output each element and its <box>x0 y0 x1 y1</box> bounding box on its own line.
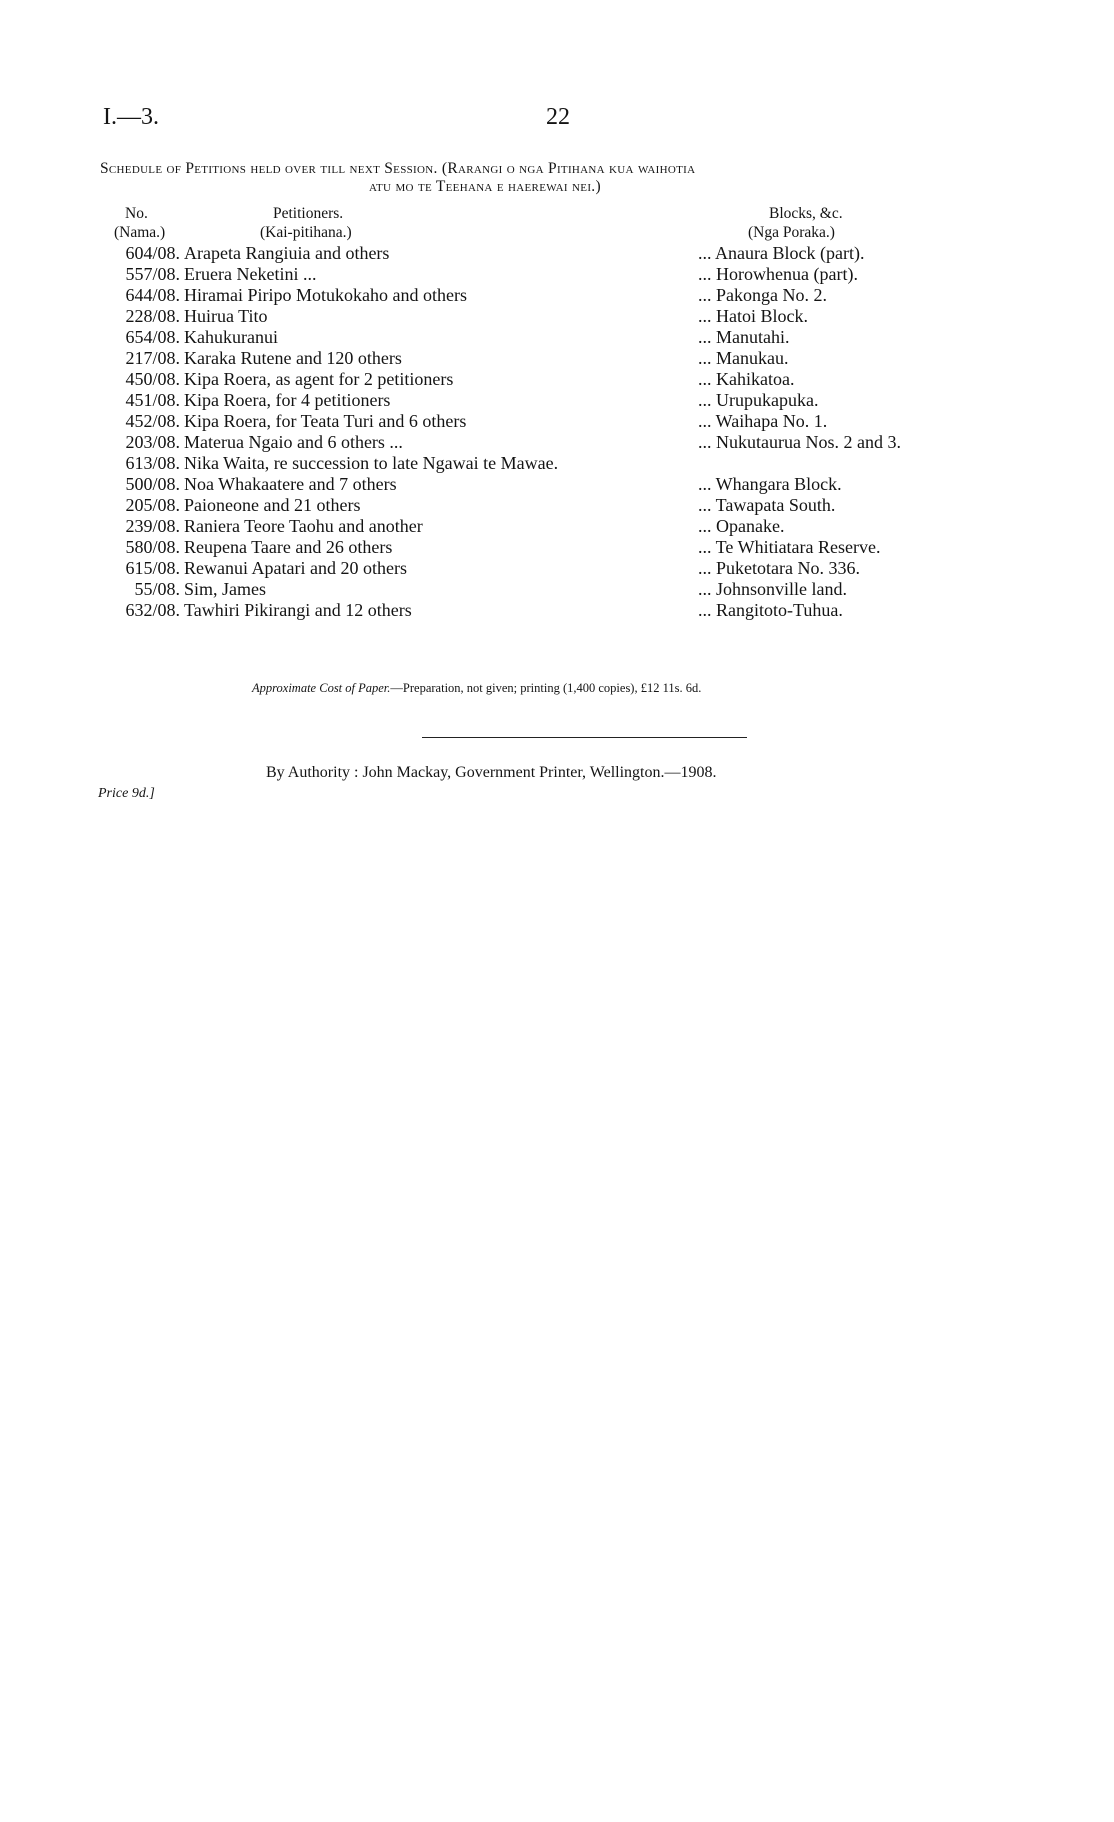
petitioner-name: Kipa Roera, as agent for 2 petitioners <box>184 369 454 389</box>
table-row <box>0 285 1114 306</box>
petitioner-name: Arapeta Rangiuia and others <box>184 243 390 263</box>
column-header-nama: (Nama.) <box>114 224 166 241</box>
table-row <box>0 579 1114 600</box>
table-row <box>0 516 1114 537</box>
table-row <box>0 474 1114 495</box>
petition-number: 228/08. <box>125 306 180 326</box>
petition-number: 613/08. <box>125 453 180 473</box>
petition-number: 604/08. <box>125 243 180 263</box>
block-name: ... Rangitoto-Tuhua. <box>698 600 843 620</box>
petition-number: 450/08. <box>125 369 180 389</box>
table-row <box>0 495 1114 516</box>
petitioner-name: Materua Ngaio and 6 others ... <box>184 432 403 452</box>
petition-number: 55/08. <box>134 579 180 599</box>
column-header-nga-poraka: (Nga Poraka.) <box>748 224 835 241</box>
block-name: ... Waihapa No. 1. <box>698 411 828 431</box>
table-row <box>0 558 1114 579</box>
cost-text: —Preparation, not given; printing (1,400 copies), £12 11s. 6d. <box>390 681 702 695</box>
block-name: ... Horowhenua (part). <box>698 264 858 284</box>
block-name: ... Kahikatoa. <box>698 369 795 389</box>
block-name: ... Manutahi. <box>698 327 790 347</box>
petition-number: 205/08. <box>125 495 180 515</box>
table-row <box>0 306 1114 327</box>
block-name: ... Tawapata South. <box>698 495 836 515</box>
petitioner-name: Raniera Teore Taohu and another <box>184 516 423 536</box>
cost-of-paper-note <box>252 681 701 696</box>
divider-rule <box>422 737 747 738</box>
schedule-title-maori: (Rarangi o nga Pitihana kua waihotia <box>441 160 696 177</box>
petition-number: 654/08. <box>125 327 180 347</box>
table-row <box>0 432 1114 453</box>
schedule-title <box>100 160 695 178</box>
table-row <box>0 369 1114 390</box>
petitioner-name: Karaka Rutene and 120 others <box>184 348 402 368</box>
printer-authority: By Authority : John Mackay, Government Printer, Wellington.—1908. <box>266 764 717 781</box>
page-number: 22 <box>546 104 570 130</box>
petitioner-name: Huirua Tito <box>184 306 268 326</box>
petition-number: 632/08. <box>125 600 180 620</box>
petitions-table <box>0 243 1114 621</box>
column-header-blocks: Blocks, &c. <box>769 205 843 222</box>
petitioner-name: Hiramai Piripo Motukokaho and others <box>184 285 467 305</box>
petition-number: 500/08. <box>125 474 180 494</box>
petition-number: 615/08. <box>125 558 180 578</box>
price: Price 9d.] <box>98 786 155 801</box>
column-header-no: No. <box>125 205 148 222</box>
table-row <box>0 327 1114 348</box>
block-name: ... Whangara Block. <box>698 474 842 494</box>
block-name: ... Hatoi Block. <box>698 306 808 326</box>
block-name: ... Pakonga No. 2. <box>698 285 827 305</box>
petition-number: 580/08. <box>125 537 180 557</box>
block-name: ... Johnsonville land. <box>698 579 847 599</box>
petitioner-name: Eruera Neketini ... <box>184 264 317 284</box>
block-name: ... Manukau. <box>698 348 789 368</box>
petition-number: 557/08. <box>125 264 180 284</box>
petitioner-name: Reupena Taare and 26 others <box>184 537 393 557</box>
petitioner-name: Kipa Roera, for 4 petitioners <box>184 390 391 410</box>
table-row <box>0 600 1114 621</box>
petition-number: 644/08. <box>125 285 180 305</box>
block-name: ... Urupukapuka. <box>698 390 819 410</box>
block-name: ... Te Whitiatara Reserve. <box>698 537 881 557</box>
block-name: ... Opanake. <box>698 516 785 536</box>
table-row <box>0 264 1114 285</box>
petitioner-name: Tawhiri Pikirangi and 12 others <box>184 600 412 620</box>
petition-number: 451/08. <box>125 390 180 410</box>
table-row <box>0 243 1114 264</box>
document-reference: I.—3. <box>103 104 159 130</box>
petitioner-name: Nika Waita, re succession to late Ngawai te Mawae. <box>184 453 559 473</box>
cost-label: Approximate Cost of Paper. <box>252 681 391 695</box>
petition-number: 239/08. <box>125 516 180 536</box>
column-header-kai-pitihana: (Kai-pitihana.) <box>260 224 352 241</box>
block-name: ... Puketotara No. 336. <box>698 558 860 578</box>
table-row <box>0 348 1114 369</box>
table-row <box>0 453 1114 474</box>
petitioner-name: Kipa Roera, for Teata Turi and 6 others <box>184 411 467 431</box>
petitioner-name: Rewanui Apatari and 20 others <box>184 558 407 578</box>
block-name: ... Nukutaurua Nos. 2 and 3. <box>698 432 901 452</box>
petitioner-name: Paioneone and 21 others <box>184 495 361 515</box>
block-name: ... Anaura Block (part). <box>698 243 865 263</box>
schedule-title-continued: atu mo te Teehana e haerewai nei.) <box>369 178 601 195</box>
petitioner-name: Noa Whakaatere and 7 others <box>184 474 397 494</box>
petition-number: 452/08. <box>125 411 180 431</box>
table-row <box>0 390 1114 411</box>
schedule-title-english: Schedule of Petitions held over till next Session. <box>100 160 438 177</box>
petitioner-name: Sim, James <box>184 579 267 599</box>
petition-number: 203/08. <box>125 432 180 452</box>
petition-number: 217/08. <box>125 348 180 368</box>
column-header-petitioners: Petitioners. <box>273 205 344 222</box>
petitioner-name: Kahukuranui <box>184 327 278 347</box>
table-row <box>0 537 1114 558</box>
table-row <box>0 411 1114 432</box>
